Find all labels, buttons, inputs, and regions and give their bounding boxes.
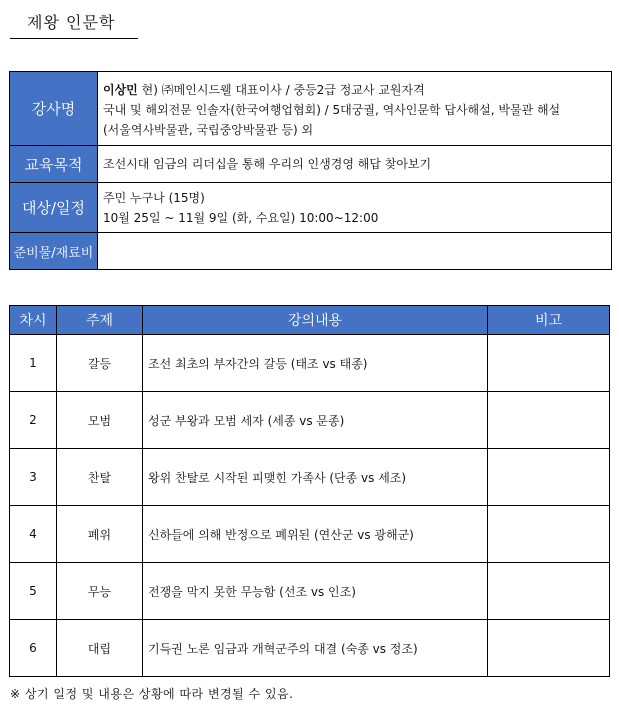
session-number: 3 [10,449,57,506]
session-number: 2 [10,392,57,449]
lecturer-line2: 국내 및 해외전문 인솔자(한국여행업협회) / 5대궁궐, 역사인문학 답사해설, 박물관 해설 [103,102,561,117]
header-session: 차시 [10,306,57,335]
session-topic: 모범 [57,392,143,449]
session-content: 성군 부왕과 모범 세자 (세종 vs 문종) [143,392,488,449]
session-topic: 대립 [57,620,143,677]
title-underline [10,8,138,39]
prep-row [10,233,612,270]
session-note [488,620,610,677]
purpose-label: 교육목적 [10,146,98,183]
session-number: 5 [10,563,57,620]
table-row [10,563,610,620]
session-note [488,563,610,620]
session-topic: 무능 [57,563,143,620]
table-row [10,392,610,449]
schedule-header-row [10,306,610,335]
header-note: 비고 [488,306,610,335]
footnote: ※ 상기 일정 및 내용은 상황에 따라 변경될 수 있음. [10,687,294,701]
session-content: 왕위 찬탈로 시작된 피맺힌 가족사 (단종 vs 세조) [143,449,488,506]
target-row [10,183,612,233]
session-content: 기득권 노론 임금과 개혁군주의 대결 (숙종 vs 정조) [143,620,488,677]
session-note [488,335,610,392]
session-number: 6 [10,620,57,677]
target-label: 대상/일정 [10,183,98,233]
purpose-row [10,146,612,183]
lecturer-label: 강사명 [10,72,98,146]
header-topic: 주제 [57,306,143,335]
session-topic: 찬탈 [57,449,143,506]
session-note [488,449,610,506]
schedule-table [9,305,610,677]
session-number: 4 [10,506,57,563]
table-row [10,449,610,506]
purpose-value: 조선시대 임금의 리더십을 통해 우리의 인생경영 해답 찾아보기 [98,146,612,183]
lecturer-line1: 현) ㈜메인시드웰 대표이사 / 중등2급 정교사 교원자격 [137,82,425,97]
session-note [488,392,610,449]
table-row [10,335,610,392]
lecturer-line3: (서울역사박물관, 국립중앙박물관 등) 외 [103,122,314,137]
session-number: 1 [10,335,57,392]
session-content: 신하들에 의해 반정으로 폐위된 (연산군 vs 광해군) [143,506,488,563]
session-topic: 폐위 [57,506,143,563]
lecturer-row [10,72,612,146]
session-content: 조선 최초의 부자간의 갈등 (태조 vs 태종) [143,335,488,392]
table-row [10,620,610,677]
target-line2: 10월 25일 ~ 11월 9일 (화, 수요일) 10:00~12:00 [103,210,379,225]
session-content: 전쟁을 막지 못한 무능함 (선조 vs 인조) [143,563,488,620]
lecturer-name: 이상민 [103,82,138,97]
info-table [9,71,612,270]
prep-label: 준비물/재료비 [10,233,98,270]
lecturer-value [98,72,612,146]
prep-value [98,233,612,270]
page-title: 제왕 인문학 [27,13,116,32]
target-value [98,183,612,233]
session-topic: 갈등 [57,335,143,392]
target-line1: 주민 누구나 (15명) [103,190,205,205]
session-note [488,506,610,563]
table-row [10,506,610,563]
header-content: 강의내용 [143,306,488,335]
